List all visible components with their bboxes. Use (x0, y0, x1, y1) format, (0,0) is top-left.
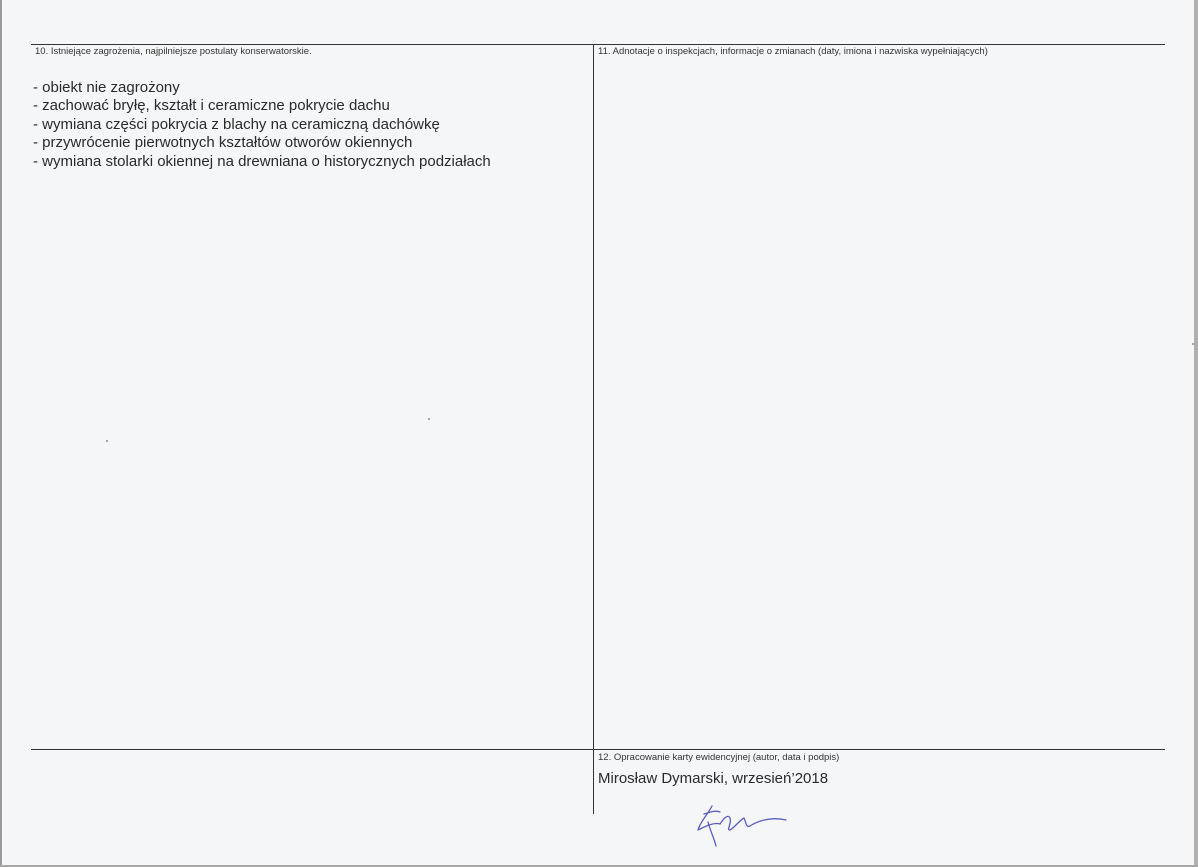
top-rule (31, 44, 1165, 45)
handwritten-signature (690, 800, 790, 850)
scan-edge-left (0, 0, 2, 867)
section-10-header: 10. Istniejące zagrożenia, najpilniejsze postulaty konserwatorskie. (35, 46, 312, 57)
scan-speck (428, 418, 430, 420)
scan-speck (106, 440, 108, 442)
note-item: - wymiana stolarki okiennej na drewniana o historycznych podziałach (33, 152, 491, 170)
note-item: - wymiana części pokrycia z blachy na ceramiczną dachówkę (33, 115, 440, 133)
section-12-header: 12. Opracowanie karty ewidencyjnej (autor, data i podpis) (598, 752, 840, 763)
note-item: - zachować bryłę, kształt i ceramiczne pokrycie dachu (33, 97, 390, 115)
bottom-rule (31, 749, 1165, 750)
section-10-notes (33, 79, 491, 171)
column-divider (593, 44, 594, 814)
note-item: - przywrócenie pierwotnych kształtów otworów okiennych (33, 134, 413, 152)
note-item: - obiekt nie zagrożony (33, 79, 180, 96)
scan-speck (1192, 343, 1194, 345)
scan-edge-right (1194, 0, 1198, 867)
author-and-date: Mirosław Dymarski, wrzesień’2018 (598, 770, 829, 787)
section-11-header: 11. Adnotacje o inspekcjach, informacje o zmianach (daty, imiona i nazwiska wypełniających) (598, 46, 988, 57)
